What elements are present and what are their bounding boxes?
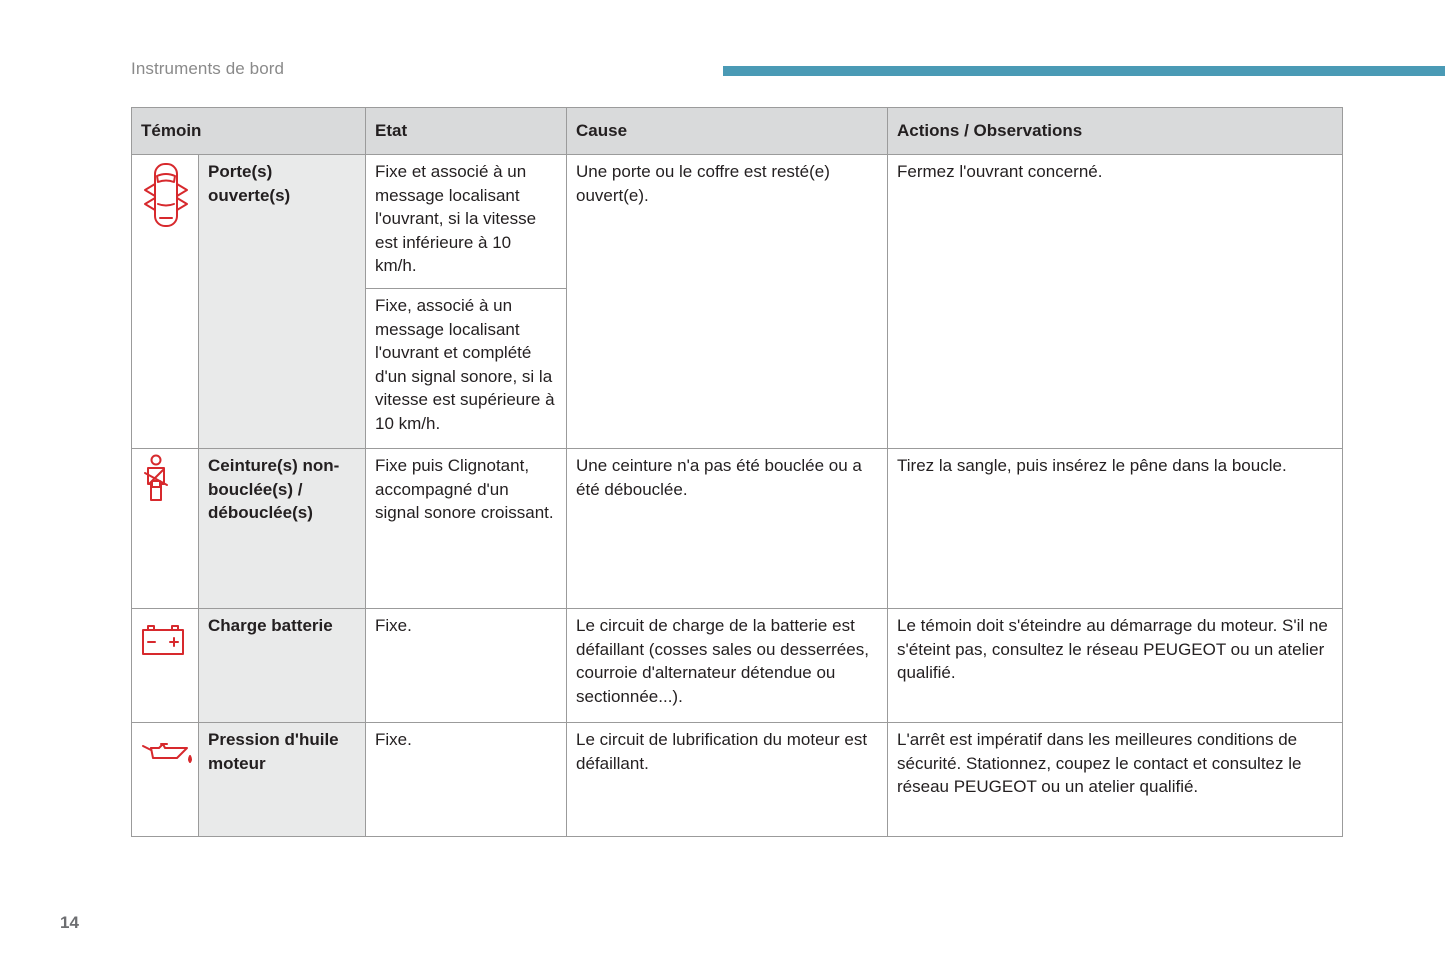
etat-cell: Fixe et associé à un message localisant l'ouvrant, si la vitesse est inférieure à 10 km/h. <box>366 155 567 289</box>
icon-cell <box>132 609 199 723</box>
etat-cell: Fixe, associé à un message localisant l'ouvrant et complété d'un signal sonore, si la vitesse est supérieure à 10 km/h. <box>366 289 567 449</box>
table-row <box>132 609 1343 723</box>
actions-cell: L'arrêt est impératif dans les meilleures conditions de sécurité. Stationnez, coupez le contact et consultez le réseau PEUGEOT ou un atelier qualifié. <box>888 723 1343 837</box>
warning-name: Charge batterie <box>199 609 366 723</box>
door-open-icon <box>141 160 191 228</box>
section-title: Instruments de bord <box>131 59 285 78</box>
etat-cell: Fixe. <box>366 723 567 837</box>
table-row <box>132 449 1343 609</box>
icon-cell <box>132 723 199 837</box>
actions-cell: Fermez l'ouvrant concerné. <box>888 155 1343 449</box>
cause-cell: Le circuit de charge de la batterie est défaillant (cosses sales ou desserrées, courroie d'alternateur détendue ou sectionnée...). <box>567 609 888 723</box>
seatbelt-icon <box>141 454 171 504</box>
icon-cell <box>132 449 199 609</box>
warning-name: Ceinture(s) non-bouclée(s) / débouclée(s) <box>199 449 366 609</box>
table-header-row <box>132 108 1343 155</box>
etat-cell: Fixe. <box>366 609 567 723</box>
cause-cell: Le circuit de lubrification du moteur est défaillant. <box>567 723 888 837</box>
warning-lights-table <box>131 107 1343 837</box>
column-header-temoin: Témoin <box>132 108 366 155</box>
table-row <box>132 723 1343 837</box>
column-header-cause: Cause <box>567 108 888 155</box>
actions-cell: Tirez la sangle, puis insérez le pêne dans la boucle. <box>888 449 1343 609</box>
accent-bar <box>723 66 1445 76</box>
icon-cell <box>132 155 199 449</box>
page-number: 14 <box>60 913 79 932</box>
etat-cell: Fixe puis Clignotant, accompagné d'un signal sonore croissant. <box>366 449 567 609</box>
column-header-actions: Actions / Observations <box>888 108 1343 155</box>
cause-cell: Une porte ou le coffre est resté(e) ouvert(e). <box>567 155 888 449</box>
warning-name: Pression d'huile moteur <box>199 723 366 837</box>
battery-icon <box>141 624 185 656</box>
table-row <box>132 155 1343 289</box>
cause-cell: Une ceinture n'a pas été bouclée ou a été débouclée. <box>567 449 888 609</box>
actions-cell: Le témoin doit s'éteindre au démarrage du moteur. S'il ne s'éteint pas, consultez le réseau PEUGEOT ou un atelier qualifié. <box>888 609 1343 723</box>
column-header-etat: Etat <box>366 108 567 155</box>
warning-name: Porte(s) ouverte(s) <box>199 155 366 449</box>
oil-pressure-icon <box>141 740 193 766</box>
